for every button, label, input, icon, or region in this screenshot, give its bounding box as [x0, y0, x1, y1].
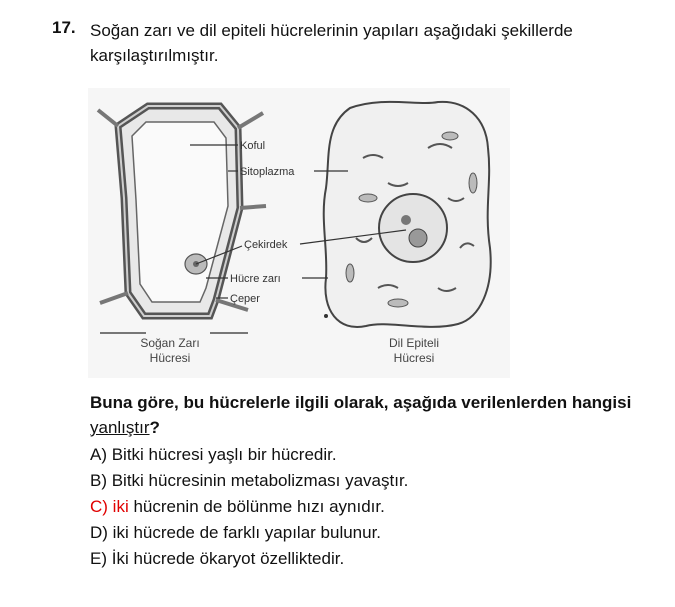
option-b[interactable]: B) Bitki hücresinin metabolizması yavaştır.: [90, 471, 409, 490]
option-a[interactable]: A) Bitki hücresi yaşlı bir hücredir.: [90, 445, 337, 464]
cell-comparison-figure: [88, 88, 510, 378]
epithelial-cell-drawing: [324, 102, 491, 327]
caption-epithelial-line2: Hücresi: [393, 351, 435, 365]
label-koful: Koful: [240, 140, 266, 152]
option-d[interactable]: D) iki hücrede de farklı yapılar bulunur.: [90, 523, 382, 542]
label-ceper: Çeper: [230, 293, 260, 305]
caption-onion-line2: Hücresi: [149, 351, 191, 365]
question-number: 17.: [52, 18, 76, 37]
prompt-underlined-word: yanlıştır: [90, 418, 150, 437]
label-cekirdek: Çekirdek: [244, 239, 288, 251]
option-c-text: hücrenin de bölünme hızı aynıdır.: [128, 497, 385, 516]
question-text: Soğan zarı ve dil epiteli hücrelerinin yapıları aşağıdaki şekillerde karşılaştırılmıştır.: [90, 21, 573, 65]
label-sitoplazma: Sitoplazma: [240, 166, 295, 178]
caption-epithelial-line1: Dil Epiteli: [388, 336, 440, 350]
prompt-end: ?: [149, 418, 160, 437]
prompt-text: Buna göre, bu hücrelerle ilgili olarak, aşağıda verilenlerden hangisi: [90, 393, 632, 412]
caption-onion-line1: Soğan Zarı: [140, 336, 200, 350]
answer-options: [90, 442, 408, 572]
option-c-marked: C) iki: [90, 497, 129, 516]
option-c[interactable]: [90, 494, 408, 520]
cell-diagram: [88, 88, 510, 378]
label-hucre-zari: Hücre zarı: [230, 273, 281, 285]
question-prompt: [90, 390, 650, 440]
option-e[interactable]: E) İki hücrede ökaryot özelliktedir.: [90, 549, 345, 568]
